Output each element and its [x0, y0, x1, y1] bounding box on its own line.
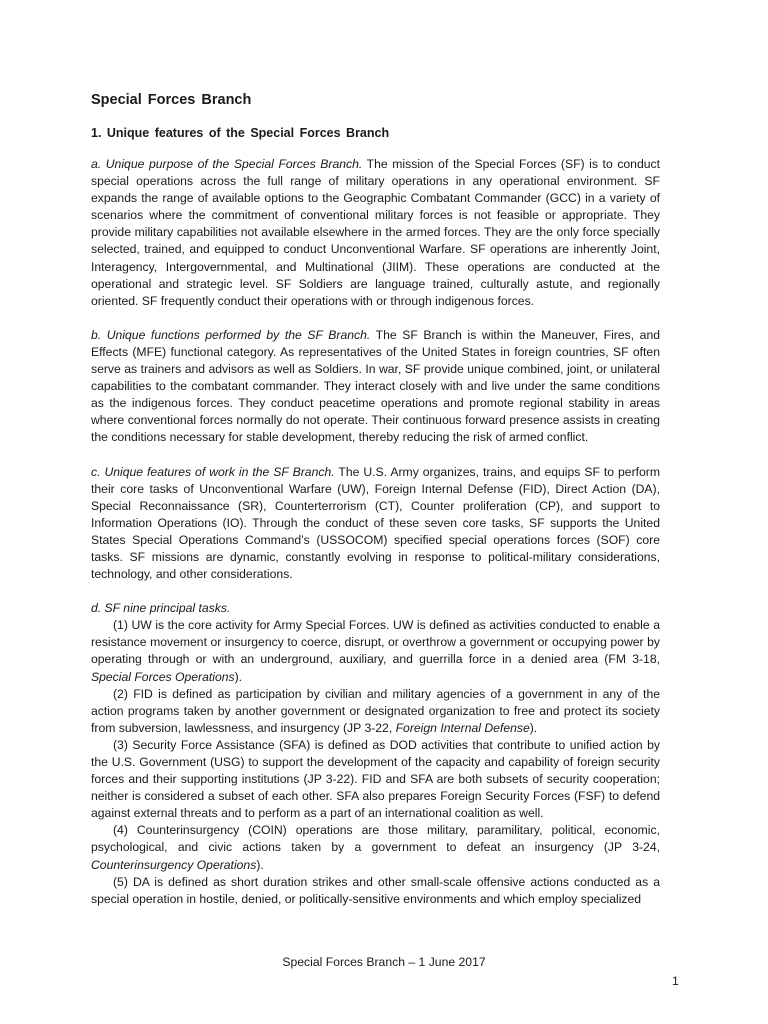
paragraph-b-text: The SF Branch is within the Maneuver, Fires, and Effects (MFE) functional category. As representatives of the United States in foreign countries, SF often serve as trainers and advisors as well as Soldiers. In war, SF provide unique combined, joint, or unilateral capabilities to the combatant commander. They interact closely with and live under the same conditions as the indigenous forces. They conduct peacetime operations and promote regional stability in areas where conventional forces normally do not operate. Their continuous forward presence assists in creating the conditions necessary for stable development, thereby reducing the risk of armed conflict.	[91, 327, 661, 445]
paragraph-a-lead: a. Unique purpose of the Special Forces Branch.	[91, 157, 363, 171]
task-item-5	[91, 874, 660, 908]
task-4-text: (4) Counterinsurgency (COIN) operations are those military, paramilitary, political, economic, psychological, and civic actions taken by a government to defeat an insurgency (JP 3-24,	[91, 823, 660, 855]
task-item-3	[91, 737, 660, 822]
paragraph-b-lead: b. Unique functions performed by the SF Branch.	[91, 327, 371, 342]
task-1-citation: Special Forces Operations	[91, 669, 235, 684]
paragraph-a	[91, 156, 660, 310]
task-item-1	[91, 617, 660, 685]
task-2-text: (2) FID is defined as participation by civilian and military agencies of a government in any of the action programs taken by another government or designated organization to free and protect its society from subversion, lawlessness, and insurgency (JP 3-22,	[91, 686, 660, 735]
task-item-2	[91, 686, 660, 737]
page-number: 1	[672, 974, 679, 988]
page-footer: Special Forces Branch – 1 June 2017	[282, 955, 486, 969]
paragraph-c-lead: c. Unique features of work in the SF Branch.	[91, 464, 335, 479]
paragraph-c-text: The U.S. Army organizes, trains, and equips SF to perform their core tasks of Unconventional Warfare (UW), Foreign Internal Defense (FID), Direct Action (DA), Special Reconnaissance (SR), Counterterrorism (CT), Counter proliferation (CP), and support to Information Operations (IO). Through the conduct of these seven core tasks, SF supports the United States Special Operations Command’s (USSOCOM) specified special operations forces (SOF) core tasks. SF missions are dynamic, constantly evolving in response to political-military considerations, technology, and other considerations.	[91, 464, 661, 582]
page-content	[91, 92, 660, 908]
task-2-citation: Foreign Internal Defense	[395, 720, 530, 735]
paragraph-b	[91, 327, 660, 447]
task-4-citation: Counterinsurgency Operations	[91, 857, 257, 872]
task-5-text: (5) DA is defined as short duration strikes and other small-scale offensive actions conducted as a special operation in hostile, denied, or politically-sensitive environments and which employ specialized	[91, 874, 660, 906]
task-3-text: (3) Security Force Assistance (SFA) is defined as DOD activities that contribute to unified action by the U.S. Government (USG) to support the development of the capacity and capability of foreign security forces and their supporting institutions (JP 3-22). FID and SFA are both subsets of security cooperation; neither is considered a subset of each other. SFA also prepares Foreign Security Forces (FSF) to defend against external threats and to perform as a part of an international coalition as well.	[91, 737, 660, 821]
task-2-tail: ).	[529, 720, 538, 735]
section-heading: 1. Unique features of the Special Forces Branch	[91, 126, 390, 140]
task-1-text: (1) UW is the core activity for Army Special Forces. UW is defined as activities conducted to enable a resistance movement or insurgency to coerce, disrupt, or overthrow a government or occupying power by operating through or with an underground, auxiliary, and guerrilla force in a denied area (FM 3-18,	[91, 618, 660, 667]
document-title: Special Forces Branch	[91, 92, 252, 108]
paragraph-a-text: The mission of the Special Forces (SF) is to conduct special operations across the full range of military operations in any operational environment. SF expands the range of available options to the Geographic Combatant Commander (GCC) in a variety of scenarios where the commitment of conventional military forces is not feasible or appropriate. They provide military capabilities not available elsewhere in the armed forces. They are the only force specially selected, trained, and equipped to conduct Unconventional Warfare. SF operations are inherently Joint, Interagency, Intergovernmental, and Multinational (JIIM). These operations are conducted at the operational and strategic level. SF Soldiers are language trained, culturally astute, and regionally oriented. SF frequently conduct their operations with or through indigenous forces.	[91, 157, 661, 308]
task-1-tail: ).	[234, 669, 243, 684]
tasks-heading: d. SF nine principal tasks.	[91, 601, 231, 616]
paragraph-c	[91, 464, 660, 584]
task-item-4	[91, 822, 660, 873]
task-4-tail: ).	[256, 857, 264, 872]
